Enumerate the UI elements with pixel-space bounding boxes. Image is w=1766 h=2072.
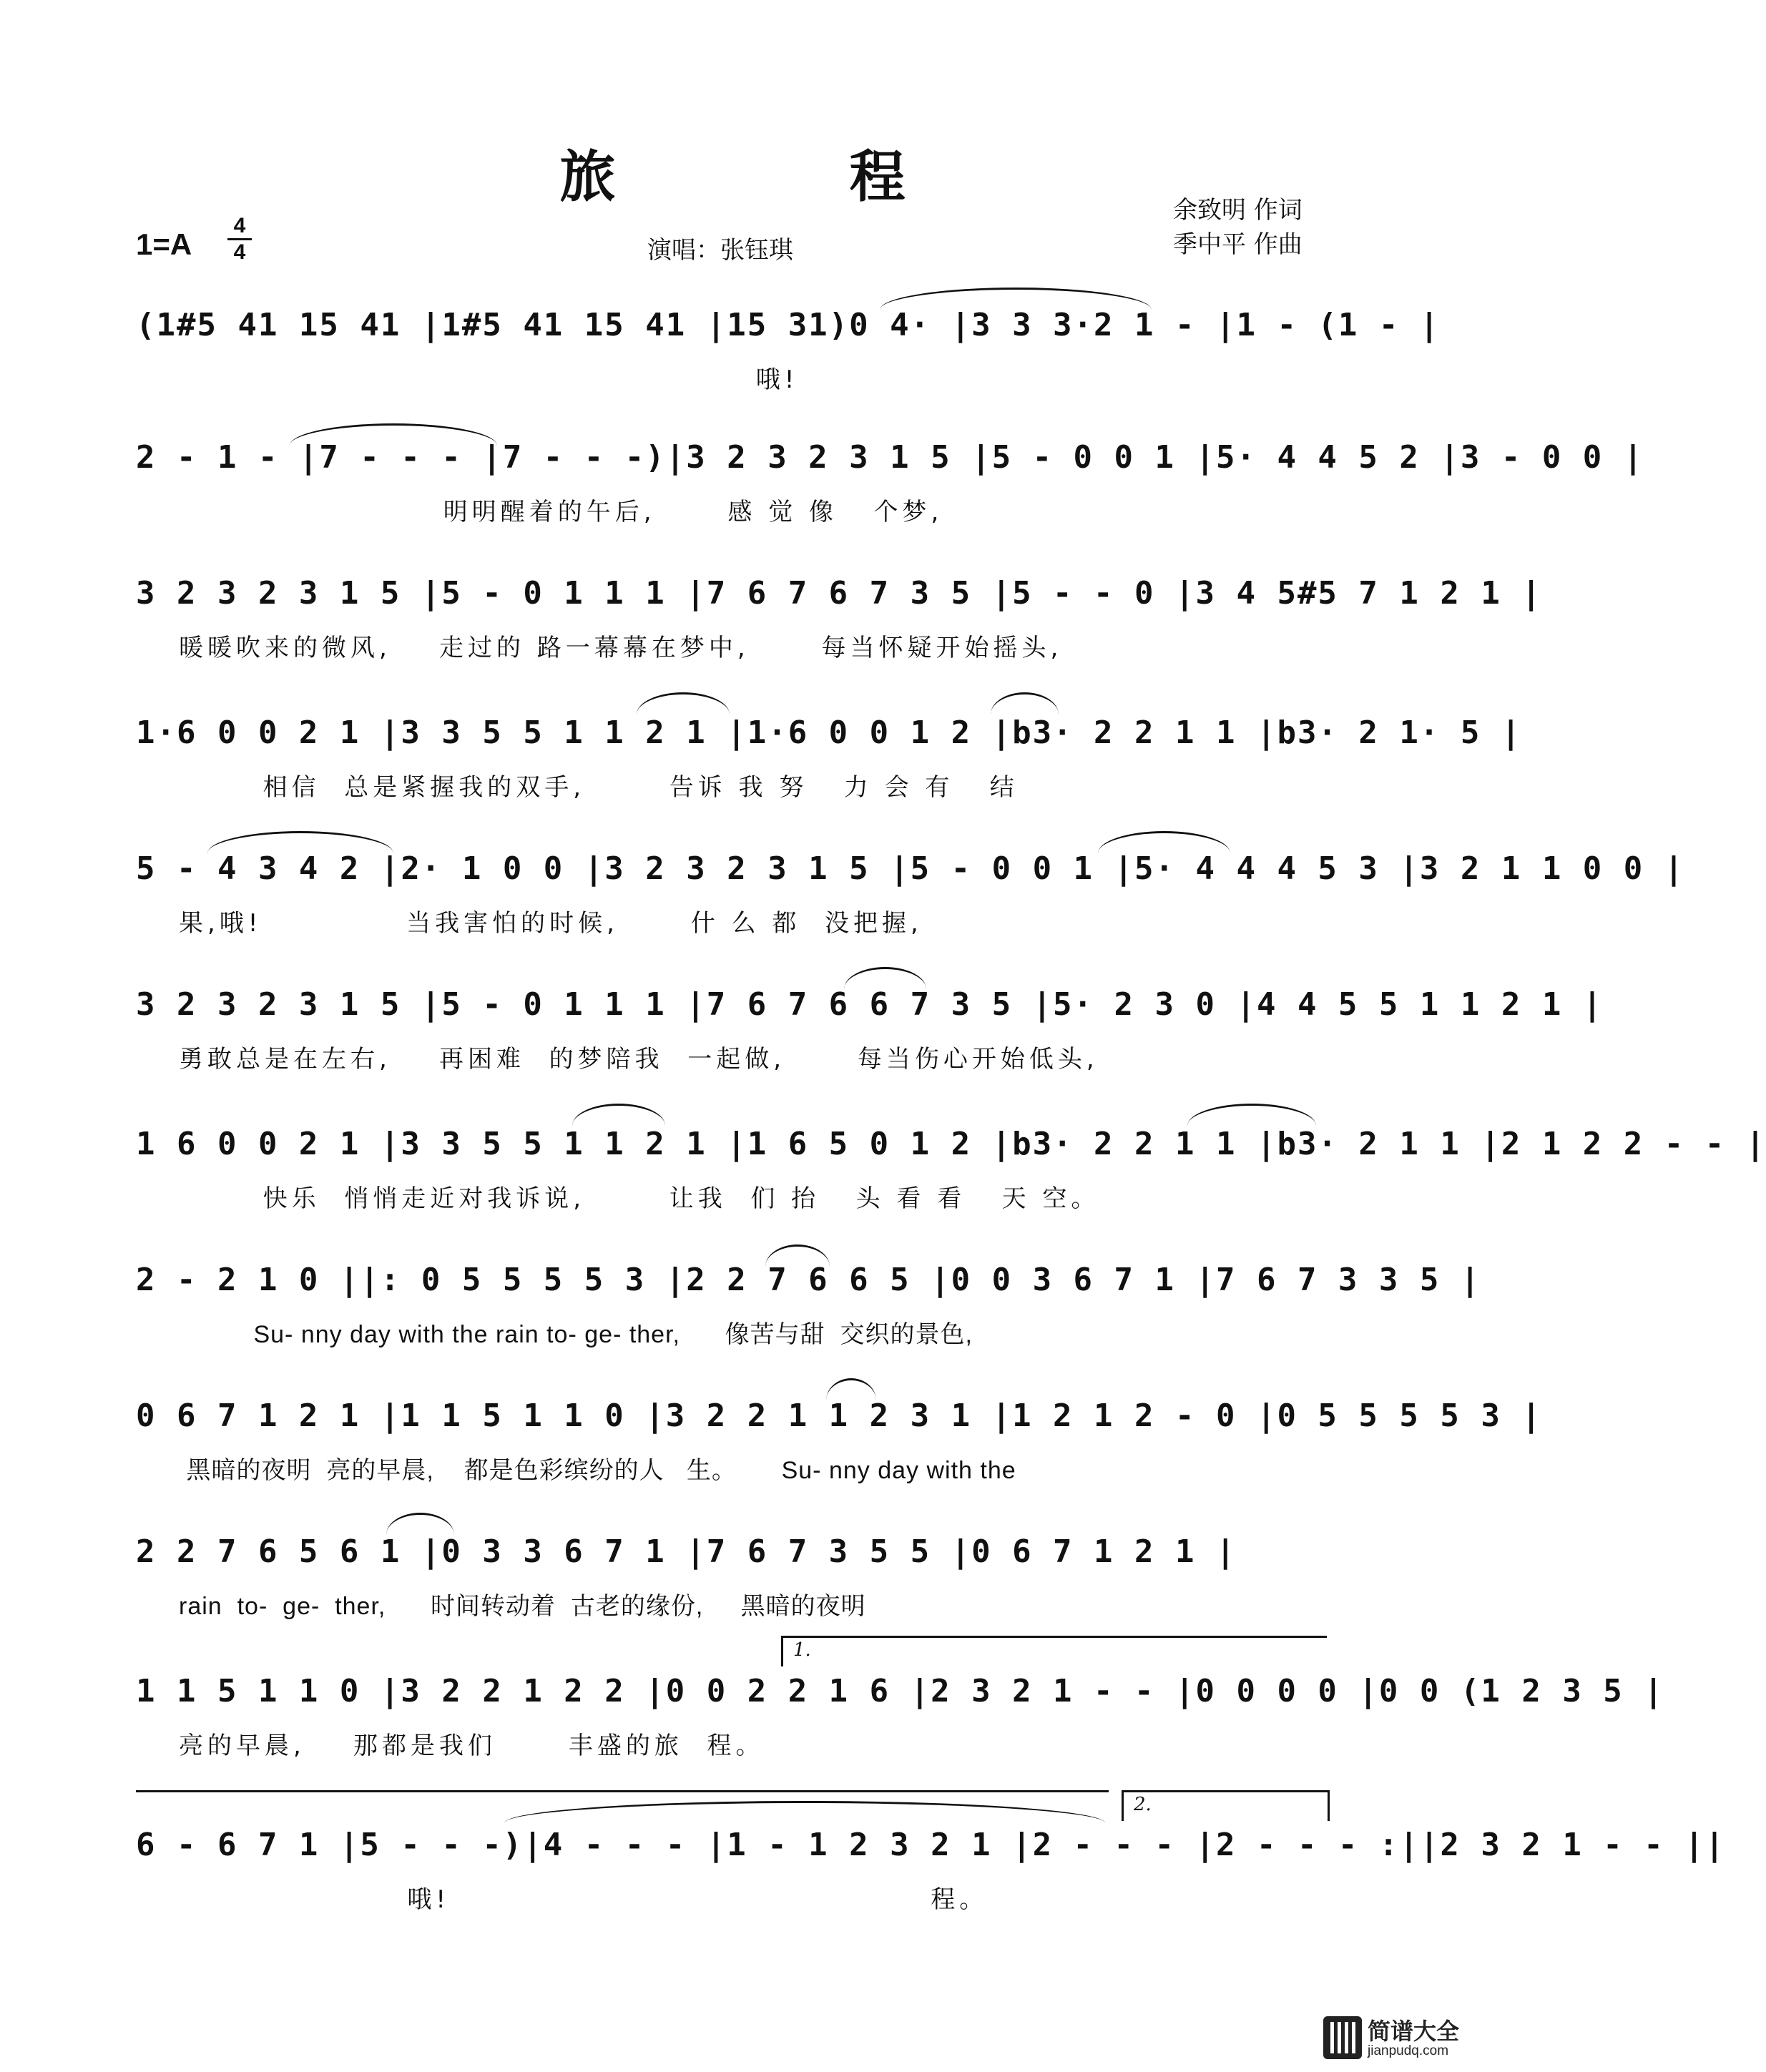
lyrics-line-5: 果,哦! 当我害怕的时候, 什 么 都 没把握,: [179, 909, 923, 938]
slur: [637, 692, 730, 715]
second-ending-bracket: [1122, 1790, 1330, 1821]
notes-line-6: 3 2 3 2 3 1 5 |5 - 0 1 1 1 |7 6 7 6 6 7 3 5 |5· 2 3 0 |4 4 5 5 1 1 2 1 |: [136, 986, 1604, 1023]
first-ending-bracket: [781, 1636, 1327, 1666]
slur: [765, 1244, 830, 1267]
credits: [1173, 193, 1303, 262]
notes-line-8: 2 - 2 1 0 ||: 0 5 5 5 5 3 |2 2 7 6 6 5 |0 0 3 6 7 1 |7 6 7 3 3 5 |: [136, 1262, 1481, 1298]
slur: [991, 692, 1059, 715]
first-ending-label: 1.: [793, 1639, 811, 1661]
slur: [1187, 1104, 1316, 1126]
slur: [207, 831, 393, 853]
watermark-brand: 简谱大全: [1368, 2018, 1460, 2045]
composer-credit: 季中平 作曲: [1173, 230, 1303, 259]
lyrics-line-9: 黑暗的夜明 亮的早晨, 都是色彩缤纷的人 生。 Su- nny day with the: [179, 1457, 1016, 1484]
notes-line-4: 1·6 0 0 2 1 |3 3 5 5 1 1 2 1 |1·6 0 0 1 2 |b3· 2 2 1 1 |b3· 2 1· 5 |: [136, 715, 1522, 751]
lyrics-line-11: 亮的早晨, 那都是我们 丰盛的旅 程。: [179, 1732, 765, 1760]
key-signature: 1=A: [136, 227, 192, 261]
lyrics-line-4: 相信 总是紧握我的双手, 告诉 我 努 力 会 有 结: [179, 773, 1019, 802]
lyricist-credit: 余致明 作词: [1173, 196, 1303, 225]
notes-line-11: 1 1 5 1 1 0 |3 2 2 1 2 2 |0 0 2 2 1 6 |2 3 2 1 - - |0 0 0 0 |0 0 (1 2 3 5 |: [136, 1673, 1664, 1709]
notes-line-1: (1#5 41 15 41 |1#5 41 15 41 |15 31)0 4· |3 3 3·2 1 - |1 - (1 - |: [136, 307, 1441, 343]
notes-line-7: 1 6 0 0 2 1 |3 3 5 5 1 1 2 1 |1 6 5 0 1 2 |b3· 2 2 1 1 |b3· 2 1 1 |2 1 2 2 - - |: [136, 1126, 1766, 1162]
time-signature: [227, 215, 252, 264]
lyrics-line-7: 快乐 悄悄走近对我诉说, 让我 们 抬 头 看 看 天 空。: [179, 1184, 1100, 1213]
slur: [826, 1378, 876, 1400]
lyrics-line-8: Su- nny day with the rain to- ge- ther, 像苦与甜 交织的景色,: [179, 1321, 973, 1348]
second-ending-label: 2.: [1134, 1794, 1152, 1815]
notes-line-12: 6 - 6 7 1 |5 - - -)|4 - - - |1 - 1 2 3 2 1 |2 - - - |2 - - - :||2 3 2 1 - - ||: [136, 1827, 1726, 1863]
watermark-url: jianpudq.com: [1368, 2043, 1449, 2058]
lyrics-line-6: 勇敢总是在左右, 再困难 的梦陪我 一起做, 每当伤心开始低头,: [179, 1045, 1099, 1074]
lyrics-line-1: 哦!: [179, 365, 799, 394]
slur: [572, 1104, 665, 1126]
repeat-section-line: [136, 1790, 1109, 1792]
lyrics-line-12: 哦! 程。: [179, 1885, 989, 1914]
slur: [1098, 831, 1230, 853]
song-title: 旅 程: [559, 144, 1013, 210]
time-signature-bottom: 4: [233, 240, 246, 264]
notes-line-3: 3 2 3 2 3 1 5 |5 - 0 1 1 1 |7 6 7 6 7 3 5 |5 - - 0 |3 4 5#5 7 1 2 1 |: [136, 575, 1542, 612]
lyrics-line-2: 明明醒着的午后, 感 觉 像 个梦,: [179, 498, 943, 526]
notes-line-2: 2 - 1 - |7 - - - |7 - - -)|3 2 3 2 3 1 5 |5 - 0 0 1 |5· 4 4 5 2 |3 - 0 0 |: [136, 439, 1644, 476]
lyrics-line-10: rain to- ge- ther, 时间转动着 古老的缘份, 黑暗的夜明: [179, 1593, 866, 1620]
singer-credit: 演唱：张钰琪: [647, 236, 793, 265]
slur: [504, 1801, 1105, 1823]
notes-line-10: 2 2 7 6 5 6 1 |0 3 3 6 7 1 |7 6 7 3 5 5 |0 6 7 1 2 1 |: [136, 1533, 1237, 1570]
slur: [386, 1513, 454, 1535]
piano-keys-icon: [1323, 2016, 1362, 2059]
watermark-logo: [1323, 2013, 1459, 2063]
time-signature-top: 4: [233, 214, 246, 237]
slur: [880, 288, 1152, 310]
slur: [844, 967, 926, 989]
slur: [290, 423, 497, 446]
lyrics-line-3: 暖暖吹来的微风, 走过的 路一幕幕在梦中, 每当怀疑开始摇头,: [179, 634, 1063, 662]
notes-line-9: 0 6 7 1 2 1 |1 1 5 1 1 0 |3 2 2 1 1 2 3 1 |1 2 1 2 - 0 |0 5 5 5 5 3 |: [136, 1398, 1542, 1434]
notes-line-5: 5 - 4 3 4 2 |2· 1 0 0 |3 2 3 2 3 1 5 |5 - 0 0 1 |5· 4 4 4 5 3 |3 2 1 1 0 0 |: [136, 850, 1685, 887]
